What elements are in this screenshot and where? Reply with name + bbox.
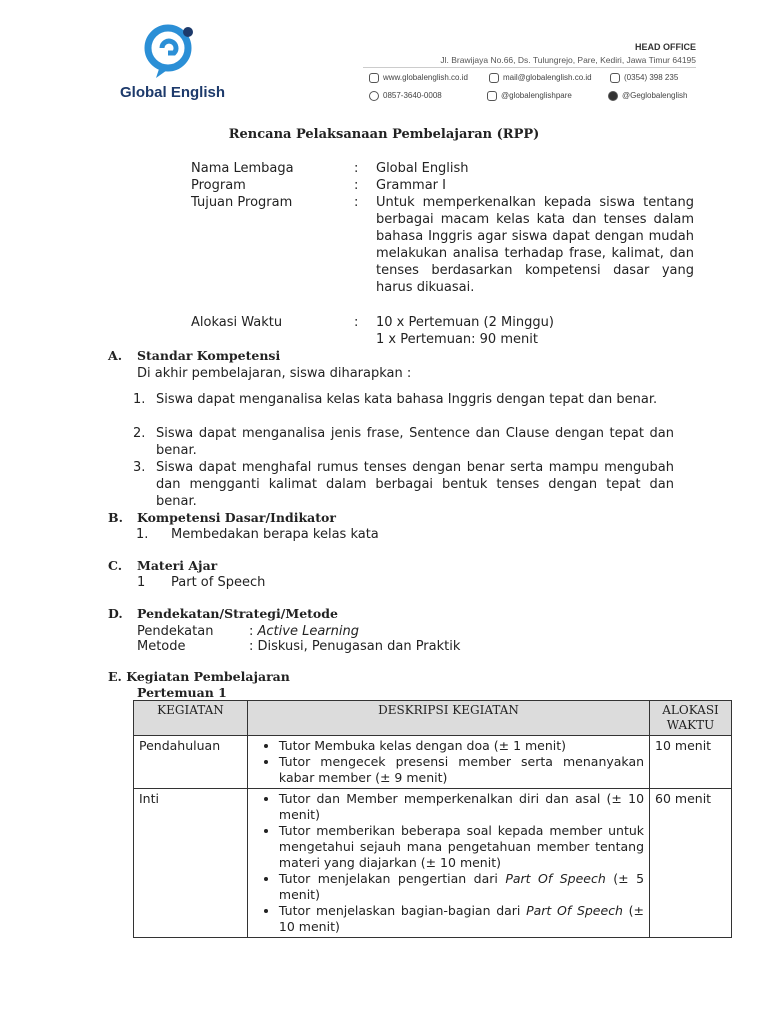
colon: :: [354, 315, 359, 330]
section-a-title: Standar Kompetensi: [137, 348, 281, 363]
section-c-title: Materi Ajar: [137, 558, 218, 573]
value-alokasi-waktu-1: 10 x Pertemuan (2 Minggu): [376, 315, 554, 330]
contact-instagram[interactable]: @globalenglishpare: [487, 91, 572, 101]
cell-kegiatan: Inti: [134, 789, 248, 938]
contact-website[interactable]: www.globalenglish.co.id: [369, 73, 468, 83]
colon: :: [354, 161, 359, 176]
globe-icon: [369, 73, 379, 83]
list-item: • Tutor menjelakan pengertian dari Part Of Speech (± 5 menit): [279, 871, 644, 903]
competency-item: Siswa dapat menghafal rumus tenses dengan benar serta mampu mengubah dan mengganti kalimat dalam berbagai bentuk tenses dengan tepat dan benar.: [156, 460, 674, 509]
list-number: 3.: [133, 460, 146, 475]
label-alokasi-waktu: Alokasi Waktu: [191, 315, 283, 330]
section-b-letter: B.: [108, 510, 123, 525]
header-deskripsi: DESKRIPSI KEGIATAN: [247, 701, 649, 736]
colon: :: [354, 178, 359, 193]
label-pendekatan: Pendekatan: [137, 624, 214, 639]
section-a-intro: Di akhir pembelajaran, siswa diharapkan :: [137, 366, 412, 381]
label-nama-lembaga: Nama Lembaga: [191, 161, 294, 176]
meeting-label: Pertemuan 1: [137, 685, 227, 700]
list-item: • Tutor Membuka kelas dengan doa (± 1 menit): [279, 738, 644, 754]
material-item: Part of Speech: [171, 575, 266, 590]
header-kegiatan: KEGIATAN: [134, 701, 248, 736]
list-number: 1: [137, 575, 146, 590]
value-pendekatan: : Active Learning: [249, 624, 359, 639]
value-metode: : Diskusi, Penugasan dan Praktik: [249, 639, 461, 654]
section-e-title: E. Kegiatan Pembelajaran: [108, 669, 290, 684]
document-title: Rencana Pelaksanaan Pembelajaran (RPP): [228, 127, 540, 142]
contact-phone[interactable]: (0354) 398 235: [610, 73, 678, 83]
value-alokasi-waktu-2: 1 x Pertemuan: 90 menit: [376, 332, 538, 347]
list-number: 1.: [133, 392, 146, 407]
cell-deskripsi: [247, 789, 649, 938]
list-number: 1.: [136, 527, 149, 542]
office-address: Jl. Brawijaya No.66, Ds. Tulungrejo, Pare, Kediri, Jawa Timur 64195: [440, 55, 696, 65]
basic-competency-item: Membedakan berapa kelas kata: [171, 527, 379, 542]
cell-kegiatan: Pendahuluan: [134, 736, 248, 789]
table-row: [134, 736, 732, 789]
list-item: • Tutor memberikan beberapa soal kepada member untuk mengetahui sejauh mana pengetahuan member tentang materi yang diajarkan (± 10 menit): [279, 823, 644, 871]
colon: :: [354, 195, 359, 210]
section-b-title: Kompetensi Dasar/Indikator: [137, 510, 336, 525]
header-divider: [363, 67, 696, 68]
facebook-icon: [608, 91, 618, 101]
contact-email[interactable]: mail@globalenglish.co.id: [489, 73, 592, 83]
value-tujuan-program: Untuk memperkenalkan kepada siswa tentang berbagai macam kelas kata dan tenses dalam bahasa Inggris agar siswa dapat dengan mudah melakukan analisa terhadap frase, kalimat, dan tenses berdasarkan kompetensi dasar yang harus dikuasai.: [376, 195, 694, 295]
brand-name: Global English: [120, 84, 226, 101]
list-item: • Tutor dan Member memperkenalkan diri dan asal (± 10 menit): [279, 791, 644, 823]
phone-icon: [610, 73, 620, 83]
global-english-logo: [140, 22, 200, 82]
label-program: Program: [191, 178, 246, 193]
contact-whatsapp[interactable]: 0857-3640-0008: [369, 91, 442, 101]
competency-item: Siswa dapat menganalisa kelas kata bahasa Inggris dengan tepat dan benar.: [156, 392, 658, 407]
cell-waktu: 60 menit: [650, 789, 732, 938]
contact-facebook[interactable]: @Geglobalenglish: [608, 91, 688, 101]
section-d-letter: D.: [108, 606, 123, 621]
label-tujuan-program: Tujuan Program: [191, 195, 293, 210]
cell-deskripsi: [247, 736, 649, 789]
section-c-letter: C.: [108, 558, 123, 573]
list-item: • Tutor mengecek presensi member serta menanyakan kabar member (± 9 menit): [279, 754, 644, 786]
competency-item: Siswa dapat menganalisa jenis frase, Sentence dan Clause dengan tepat dan benar.: [156, 426, 674, 458]
section-a-letter: A.: [108, 348, 123, 363]
list-number: 2.: [133, 426, 146, 441]
value-program: Grammar I: [376, 178, 446, 193]
value-nama-lembaga: Global English: [376, 161, 469, 176]
cell-waktu: 10 menit: [650, 736, 732, 789]
whatsapp-icon: [369, 91, 379, 101]
table-row: [134, 789, 732, 938]
list-item: • Tutor menjelaskan bagian-bagian dari Part Of Speech (± 10 menit): [279, 903, 644, 935]
mail-icon: [489, 73, 499, 83]
header-alokasi: ALOKASI WAKTU: [650, 701, 732, 736]
instagram-icon: [487, 91, 497, 101]
table-header-row: [134, 701, 732, 736]
section-d-title: Pendekatan/Strategi/Metode: [137, 606, 338, 621]
label-metode: Metode: [137, 639, 186, 654]
activity-table: [133, 700, 732, 938]
head-office-title: HEAD OFFICE: [634, 42, 696, 52]
